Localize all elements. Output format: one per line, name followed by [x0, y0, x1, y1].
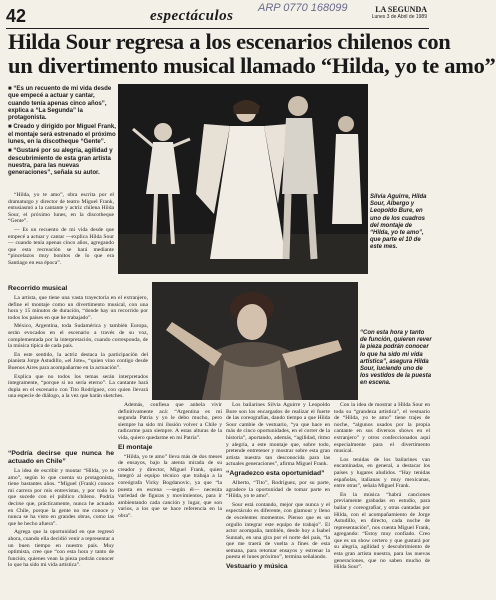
article-recorrido — [8, 283, 148, 402]
paragraph: La artista, que tiene una vasta trayectoria en el extranjero, define el montaje como un divertimento musical, con una hora y 15 minutos de duración, “donde hay un recorrido por todos los países en que he trabajado”. — [8, 295, 148, 321]
photo-caption: “Con esta hora y tanto de función, quieren rever la pieza podrán conocer lo que ha sido mi vida artística”, asegura Hilda Sour, luciendo uno de los vestidos de la puesta en escena. — [360, 330, 432, 387]
subheading: “Podría decirse que nunca he actuado en Chile” — [8, 450, 114, 465]
paragraph: “Hilda, yo te amo”, obra escrita por el dramaturgo y director de teatro Miguel Frank, entusiasmó a la cantante y actriz chilena Hilda Sour, el próximo lunes, en la discotheque “Gente”. — [8, 192, 114, 225]
paragraph: En la música “habrá canciones previamente grabadas en estudio, para bailar y coreografiar, y otras cantadas por Hilda, con el acompañamiento de Jorge Astudillo, en directo, cada noche de representación”, nos cuenta Miguel Frank, agregando: “Estoy muy confiado. Creo que es un show certero y que gustará por su alegría, agilidad y descubrimiento de esta gran artista nuestra, para las nuevas generaciones, que no saben mucho de Hilda Sour”. — [334, 491, 430, 571]
paragraph: Los bailarines Silvia Aguirre y Leopoldo Bure son los encargados de realizar el fuerte de las coreografías, dando tiempo a que Hilda Sour cambie de vestuario, “ya que hace en más de cinco oportunidades, en el correr de la historia”, aportando, además, “agilidad, ritmo y alegría, a este montaje que, sobre todo, pretende entretener y mostrar sobre esta gran artista nuestra tan desconocida para las actuales generaciones”, afirma Miguel Frank. — [226, 402, 330, 468]
headline-line-2: un divertimento musical llamado “Hilda, yo te amo” — [8, 53, 496, 78]
article-column-4 — [334, 402, 430, 573]
summary-item: ■ “Gustaré por su alegría, agilidad y descubrimiento de esta gran artista nuestra, para las nuevas generaciones”, señala su autor. — [8, 147, 113, 177]
paragraph: Con la idea de mostrar a Hilda Sour en toda su “grandeza artística”, el vestuario de “Hilda, yo te amo” tiene trajes de noche, “algunos usados por la propia cantante en sus diversos shows en el extranjero” y otros confeccionados aquí especialmente para el divertimento musical. — [334, 402, 430, 455]
summary-item: ■ Creado y dirigido por Miguel Frank, el montaje será estrenado el próximo lunes, en la discotheque “Gente”. — [8, 123, 116, 146]
publication-name: LA SEGUNDA — [375, 5, 427, 14]
article-intro — [8, 192, 114, 269]
stage-photo — [118, 84, 368, 274]
summary-bullets — [8, 85, 116, 179]
paragraph: Sour está contando, mejor que nunca y el espectáculo es diferente, con glamour y lleno de excelentes momentos. Pienso que es un orgullo integrar este equipo de trabajo”. El actor acompaña, también, desde hoy a Isabel Sunnah, en una gira por el norte del país, “la que me traerá de vuelta a fines de esta semana, para retomar ensayos y estrenar la puesta el lunes próximo”, termina señalando. — [226, 501, 330, 561]
article-podria — [8, 448, 114, 571]
stage-photo-illustration — [118, 84, 368, 274]
portrait-photo — [152, 282, 358, 400]
publication-date: Lunes 3 de Abril de 1989 — [371, 14, 427, 20]
article-column-2 — [118, 402, 222, 522]
paragraph: La idea de escribir y montar “Hilda, yo te amo”, según lo que cuenta su protagonista, tiene bastantes años. “Miguel (Frank) conoce mi carrera por mis entrevistas, y por todo lo que sucede con el público chileno. Podría decirse que, prácticamente, nunca he actuado en Chile, porque la gente no me conoce y nunca se ha visto en grandes obras, como las que he hecho afuera”. — [8, 468, 114, 527]
headline — [8, 29, 496, 78]
paragraph: Agrega que la oportunidad en que regresó ahora, cuando ella decidió venir a representar a un buen tiempo en nuestro país. Muy optimista, cree que “con esta hora y tanto de función, quienes vean la pieza podrán conocer lo que ha sido mi vida artística”. — [8, 529, 114, 569]
subheading: Recorrido musical — [8, 285, 68, 292]
paragraph: Alberto, “Tito”, Rodríguez, por su parte, agradece la oportunidad de tomar parte en “Hilda, yo te amo”. — [226, 479, 330, 500]
archive-handwritten-note: ARP 0770 168099 — [258, 2, 348, 14]
paragraph: Los tenidas de los bailarines van encaminadas, en general, a destacar los países y lugares aludidos. “Hay tenidas españolas, italianas y muy mexicanas, entre otras”, señala Miguel Frank. — [334, 456, 430, 490]
paragraph: México, Argentina, toda Sudamérica y también Europa, serán evocados en el escenario a través de su voz, complementada por la interpretación, cuando corresponda, de la música típica de cada país. — [8, 323, 148, 350]
paragraph: En este sentido, la actriz destaca la participación del pianista Jorge Astudillo, «el Jote», “quien vino contigo desde Buenos Aires para acompañarme en la actuación”. — [8, 351, 148, 371]
headline-line-1: Hilda Sour regresa a los escenarios chilenos con — [8, 29, 451, 54]
paragraph: Explica que no todos los temas serán interpretados íntegramente, “porque sí no sería eterno”. La cantante hará dupla en el escenario con Tito Rodríguez, con quien llevará una especie de diálogo, a la vez que harán sketches. — [8, 373, 148, 400]
summary-item: ■ “Es un recuento de mi vida desde que empecé a actuar y cantar, cuando tenía apenas cinco años”, explica a “La Segunda” la protagonista. — [8, 85, 112, 122]
subheading: El montaje — [118, 443, 153, 451]
paragraph: Además, confiesa que anhela vivir definitivamente acá: “Argentina es mi segunda Patria y yo le debo mucho, pero siempre ha sido mi ilusión volver a Chile y radicarme para siempre. A estas alturas de la vida, quiero quedarme en mi Patria”. — [118, 402, 222, 441]
publication-info — [372, 5, 427, 20]
subheading: Vestuario y música — [226, 563, 288, 571]
subheading: “Agradezco esta oportunidad” — [226, 469, 325, 477]
page-number: 42 — [6, 6, 27, 26]
section-title: espectáculos — [150, 8, 234, 24]
paragraph: — Es un recuento de mi vida desde que empecé a actuar y cantar —explica Hilda Sour— cuando tenía apenas cinco años, agregando que esta recreación se hará mediante “pincelazos muy bonitos de lo que era Santiago en esa época”. — [8, 226, 114, 266]
article-column-3 — [226, 402, 330, 573]
portrait-photo-illustration — [152, 282, 358, 400]
paragraph: “Hilda, yo te amo” lleva más de dos meses de ensayos, bajo la atenta mirada de su creador y director, Miguel Frank, quien integró al equipo técnico que trabaja a la coreógrafa Vicky Bogdanovic, ya que “la puesta en escena —según él— necesita variedad de figuras y movimientos, para ir ambientando cada canción y lugar, que son varios, a los que se hace referencia en la obra”. — [118, 453, 222, 519]
photo-caption: Silvia Aguirre, Hilda Sour, Albergo y Leopoldo Bure, en uno de los cuadros del montaje de “Hilda, yo te amo”, que parte el 10 de este mes. — [370, 194, 427, 251]
